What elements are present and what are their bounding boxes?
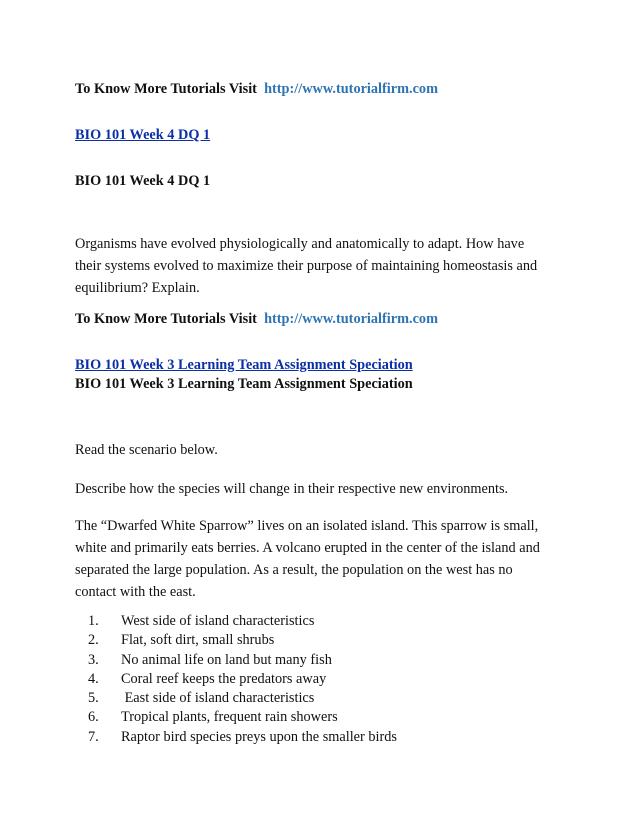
tutorial-url[interactable]: http://www.tutorialfirm.com xyxy=(264,311,438,327)
dq-body-line: equilibrium? Explain. xyxy=(75,280,200,296)
dq-body-line: their systems evolved to maximize their purpose of maintaining homeostasis and xyxy=(75,258,538,274)
tutorial-label: To Know More Tutorials Visit xyxy=(75,311,257,327)
scenario-line: white and primarily eats berries. A volcano erupted in the center of the island and xyxy=(75,540,540,556)
scenario-line: separated the large population. As a result, the population on the west has no xyxy=(75,562,513,578)
scenario-line: contact with the east. xyxy=(75,584,196,600)
list-number: 4. xyxy=(88,670,99,687)
list-text: Raptor bird species preys upon the smaller birds xyxy=(121,728,397,745)
tutorial-url[interactable]: http://www.tutorialfirm.com xyxy=(264,81,438,97)
list-number: 7. xyxy=(88,728,99,745)
dq-body xyxy=(75,233,575,299)
dq-link[interactable]: BIO 101 Week 4 DQ 1 xyxy=(75,127,211,143)
instruction-describe: Describe how the species will change in their respective new environments. xyxy=(75,481,509,497)
list-text: Coral reef keeps the predators away xyxy=(121,670,327,687)
tutorial-line-1 xyxy=(75,80,438,98)
speciation-link[interactable]: BIO 101 Week 3 Learning Team Assignment Speciation xyxy=(75,357,413,373)
list-number: 5. xyxy=(88,690,99,707)
dq-heading: BIO 101 Week 4 DQ 1 xyxy=(75,173,211,189)
tutorial-label: To Know More Tutorials Visit xyxy=(75,81,257,97)
scenario-paragraph xyxy=(75,515,575,603)
scenario-line: The “Dwarfed White Sparrow” lives on an isolated island. This sparrow is small, xyxy=(75,518,539,534)
list-number: 2. xyxy=(88,632,99,649)
list-number: 3. xyxy=(88,651,99,668)
tutorial-line-2 xyxy=(75,310,438,328)
instruction-read: Read the scenario below. xyxy=(75,442,218,458)
list-number: 1. xyxy=(88,613,99,629)
dq-body-line: Organisms have evolved physiologically and anatomically to adapt. How have xyxy=(75,236,525,252)
list-text: West side of island characteristics xyxy=(121,613,315,629)
list-text: Flat, soft dirt, small shrubs xyxy=(121,632,275,649)
list-text: Tropical plants, frequent rain showers xyxy=(121,709,338,726)
speciation-heading: BIO 101 Week 3 Learning Team Assignment Speciation xyxy=(75,376,413,392)
list-text: No animal life on land but many fish xyxy=(121,651,332,668)
list-number: 6. xyxy=(88,709,99,726)
list-text: East side of island characteristics xyxy=(121,690,315,707)
